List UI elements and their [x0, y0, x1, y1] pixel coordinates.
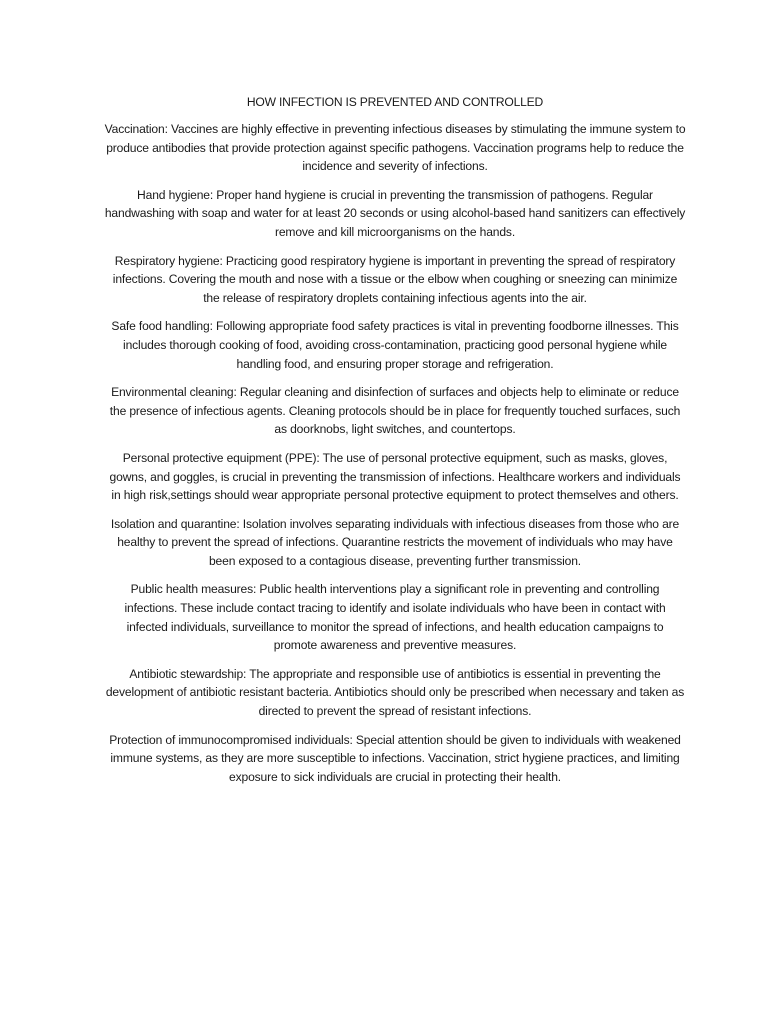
paragraph-hand-hygiene: Hand hygiene: Proper hand hygiene is crucial in preventing the transmission of pathogens. Regular handwashing with soap and water for at least 20 seconds or using alcohol-based hand sanitizers can effectively remove and kill microorganisms on the hands. [104, 187, 686, 239]
paragraph-public-health: Public health measures: Public health interventions play a significant role in preventing and controlling infections. These include contact tracing to identify and isolate individuals who have been in contact with infected individuals, surveillance to monitor the spread of infections, and health education campaigns to promote awareness and preventive measures. [124, 582, 666, 653]
document-title: HOW INFECTION IS PREVENTED AND CONTROLLED [246, 95, 544, 109]
paragraph-isolation-quarantine: Isolation and quarantine: Isolation involves separating individuals with infectious diseases from those who are healthy to prevent the spread of infections. Quarantine restricts the movement of individuals who may have been exposed to a contagious disease, preventing further transmission. [110, 516, 680, 568]
paragraph-ppe: Personal protective equipment (PPE): The use of personal protective equipment, such as masks, gloves, gowns, and goggles, is crucial in preventing the transmission of infections. Healthcare workers and individuals in high risk,settings should wear appropriate personal protective equipment to protect themselves and others. [109, 450, 681, 503]
paragraph-respiratory-hygiene: Respiratory hygiene: Practicing good respiratory hygiene is important in preventing the spread of respiratory infections. Covering the mouth and nose with a tissue or the elbow when coughing or sneezing can minimize the release of respiratory droplets containing infectious agents into the air. [112, 253, 678, 305]
paragraph-environmental-cleaning: Environmental cleaning: Regular cleaning and disinfection of surfaces and objects help to eliminate or reduce the presence of infectious agents. Cleaning protocols should be in place for frequently touched surfaces, such as doorknobs, light switches, and countertops. [109, 385, 681, 437]
paragraph-immunocompromised: Protection of immunocompromised individuals: Special attention should be given to individuals with weakened immune systems, as they are more susceptible to infections. Vaccination, strict hygiene practices, and limiting exposure to sick individuals are crucial in protecting their health. [109, 732, 681, 784]
document-body [104, 93, 686, 796]
paragraph-vaccination: Vaccination: Vaccines are highly effective in preventing infectious diseases by stimulating the immune system to produce antibodies that provide protection against specific pathogens. Vaccination programs help to reduce the incidence and severity of infections. [104, 122, 686, 174]
paragraph-antibiotic-stewardship: Antibiotic stewardship: The appropriate and responsible use of antibiotics is essential in preventing the development of antibiotic resistant bacteria. Antibiotics should only be prescribed when necessary and taken as directed to prevent the spread of resistant infections. [105, 666, 685, 719]
paragraph-safe-food-handling: Safe food handling: Following appropriate food safety practices is vital in preventing foodborne illnesses. This includes thorough cooking of food, avoiding cross-contamination, practicing good personal hygiene while handling food, and ensuring proper storage and refrigeration. [111, 319, 679, 371]
